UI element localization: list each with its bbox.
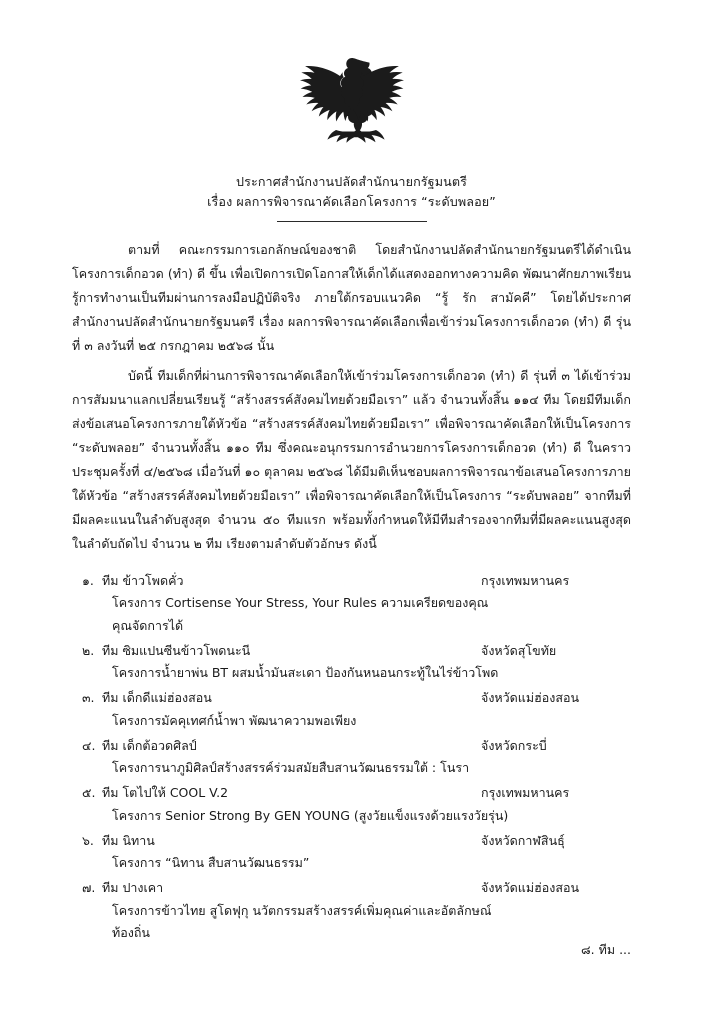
item-project-line-1: โครงการมัคคุเทศก์น้ำพา พัฒนาความพอเพียง bbox=[112, 712, 357, 728]
item-team-name: ทีม โตไปให้ COOL V.2 bbox=[102, 785, 229, 801]
item-project-line-1: โครงการข้าวไทย สูโดฟุกุ นวัตกรรมสร้างสรรค์เพิ่มคุณค่าและอัตลักษณ์ bbox=[112, 902, 492, 918]
item-province: จังหวัดแม่ฮ่องสอน bbox=[481, 690, 580, 706]
title-line-1: ประกาศสำนักงานปลัดสำนักนายกรัฐมนตรี bbox=[236, 174, 467, 189]
item-team-name: ทีม เด็กดีแม่ฮ่องสอน bbox=[102, 690, 212, 706]
garuda-emblem bbox=[286, 46, 418, 158]
item-project-line-2: คุณจัดการได้ bbox=[112, 617, 184, 633]
item-project-line-2: ท้องถิ่น bbox=[112, 924, 150, 940]
page-title bbox=[72, 172, 631, 211]
page-footer-continuation: ๘. ทีม ... bbox=[581, 942, 631, 957]
item-number: ๑. bbox=[82, 573, 94, 589]
item-team-name: ทีม เด็กต้อวดศิลป์ bbox=[102, 737, 197, 753]
item-number: ๗. bbox=[82, 880, 96, 896]
list-item bbox=[72, 877, 631, 944]
item-project-line-1: โครงการ Senior Strong By GEN YOUNG (สูงวัยแข็งแรงด้วยแรงวัยรุ่น) bbox=[112, 807, 509, 823]
item-province: กรุงเทพมหานคร bbox=[481, 573, 570, 589]
list-item bbox=[72, 735, 631, 780]
paragraph-2: บัดนี้ ทีมเด็กที่ผ่านการพิจารณาคัดเลือกให้เข้าร่วมโครงการเด็กอวด (ทำ) ดี รุ่นที่ ๓ ได้เข้าร่วมการสัมมนาแลกเปลี่ยนเรียนรู้ “สร้างสรรค์สังคมไทยด้วยมือเรา” แล้ว จำนวนทั้งสิ้น ๑๑๔ ทีม โดยมีทีมเด็กส่งข้อเสนอโครงการภายใต้หัวข้อ “สร้างสรรค์สังคมไทยด้วยมือเรา” เพื่อพิจารณาคัดเลือกให้เป็นโครงการ “ระดับพลอย” จำนวนทั้งสิ้น ๑๑๐ ทีม ซึ่งคณะอนุกรรมการอำนวยการโครงการเด็กอวด (ทำ) ดี ในคราวประชุมครั้งที่ ๔/๒๕๖๘ เมื่อวันที่ ๑๐ ตุลาคม ๒๕๖๘ ได้มีมติเห็นชอบผลการพิจารณาข้อเสนอโครงการภายใต้หัวข้อ “สร้างสรรค์สังคมไทยด้วยมือเรา” เพื่อพิจารณาคัดเลือกให้เป็นโครงการ “ระดับพลอย” จากทีมที่มีผลคะแนนในลำดับสูงสุด จำนวน ๕๐ ทีมแรก พร้อมทั้งกำหนดให้มีทีมสำรองจากทีมที่มีผลคะแนนสูงสุดในลำดับถัดไป จำนวน ๒ ทีม เรียงตามลำดับตัวอักษร ดังนี้ bbox=[72, 368, 631, 552]
list-item bbox=[72, 640, 631, 685]
divider-container bbox=[72, 221, 631, 222]
list-item-head bbox=[72, 640, 631, 662]
item-province: จังหวัดแม่ฮ่องสอน bbox=[481, 880, 580, 896]
list-item bbox=[72, 830, 631, 875]
list-item-head bbox=[72, 877, 631, 899]
item-team-name: ทีม ข้าวโพดคั่ว bbox=[102, 573, 184, 589]
item-team-name: ทีม ปางเคา bbox=[102, 880, 164, 896]
list-item-head bbox=[72, 687, 631, 709]
selected-teams-list bbox=[72, 570, 631, 944]
emblem-container bbox=[72, 46, 631, 164]
item-number: ๕. bbox=[82, 785, 96, 801]
title-line-2: เรื่อง ผลการพิจารณาคัดเลือกโครงการ “ระดับพลอย” bbox=[207, 193, 496, 209]
item-province: จังหวัดสุโขทัย bbox=[481, 642, 557, 658]
list-item bbox=[72, 687, 631, 732]
list-item bbox=[72, 570, 631, 637]
item-number: ๓. bbox=[82, 690, 95, 706]
item-number: ๖. bbox=[82, 832, 94, 848]
item-number: ๔. bbox=[82, 737, 96, 753]
list-item bbox=[72, 782, 631, 827]
item-team-name: ทีม นิทาน bbox=[102, 832, 155, 848]
list-item-head bbox=[72, 782, 631, 804]
item-project-line-1: โครงการ Cortisense Your Stress, Your Rules ความเครียดของคุณ bbox=[112, 595, 489, 611]
item-team-name: ทีม ซิมแปนซีนข้าวโพดนะนี bbox=[102, 642, 251, 658]
item-province: จังหวัดกระบี่ bbox=[481, 737, 547, 753]
item-project-line-1: โครงการ “นิทาน สืบสานวัฒนธรรม” bbox=[112, 855, 310, 871]
list-item-head bbox=[72, 830, 631, 852]
item-project-line-1: โครงการน้ำยาพ่น BT ผสมน้ำมันสะเดา ป้องกันหนอนกระทู้ในไร่ข้าวโพด bbox=[112, 665, 499, 681]
list-item-head bbox=[72, 570, 631, 592]
paragraph-1: ตามที่ คณะกรรมการเอกลักษณ์ของชาติ โดยสำนักงานปลัดสำนักนายกรัฐมนตรีได้ดำเนินโครงการเด็กอวด (ทำ) ดี ขึ้น เพื่อเปิดการเปิดโอกาสให้เด็กได้แสดงออกทางความคิด พัฒนาศักยภาพเรียนรู้การทำงานเป็นทีมผ่านการลงมือปฏิบัติจริง ภายใต้กรอบแนวคิด “รู้ รัก สามัคคี” โดยได้ประกาศสำนักงานปลัดสำนักนายกรัฐมนตรี เรื่อง ผลการพิจารณาคัดเลือกเพื่อเข้าร่วมโครงการเด็กอวด (ทำ) ดี รุ่นที่ ๓ ลงวันที่ ๒๕ กรกฎาคม ๒๕๖๘ นั้น bbox=[72, 242, 631, 354]
list-item-head bbox=[72, 735, 631, 757]
item-province: กรุงเทพมหานคร bbox=[481, 785, 570, 801]
item-project-line-1: โครงการนาภูมิศิลป์สร้างสรรค์ร่วมสมัยสืบสานวัฒนธรรมใต้ : โนรา bbox=[112, 760, 470, 776]
item-number: ๒. bbox=[82, 642, 95, 658]
item-province: จังหวัดกาฬสินธุ์ bbox=[481, 832, 565, 848]
horizontal-divider bbox=[277, 221, 427, 222]
